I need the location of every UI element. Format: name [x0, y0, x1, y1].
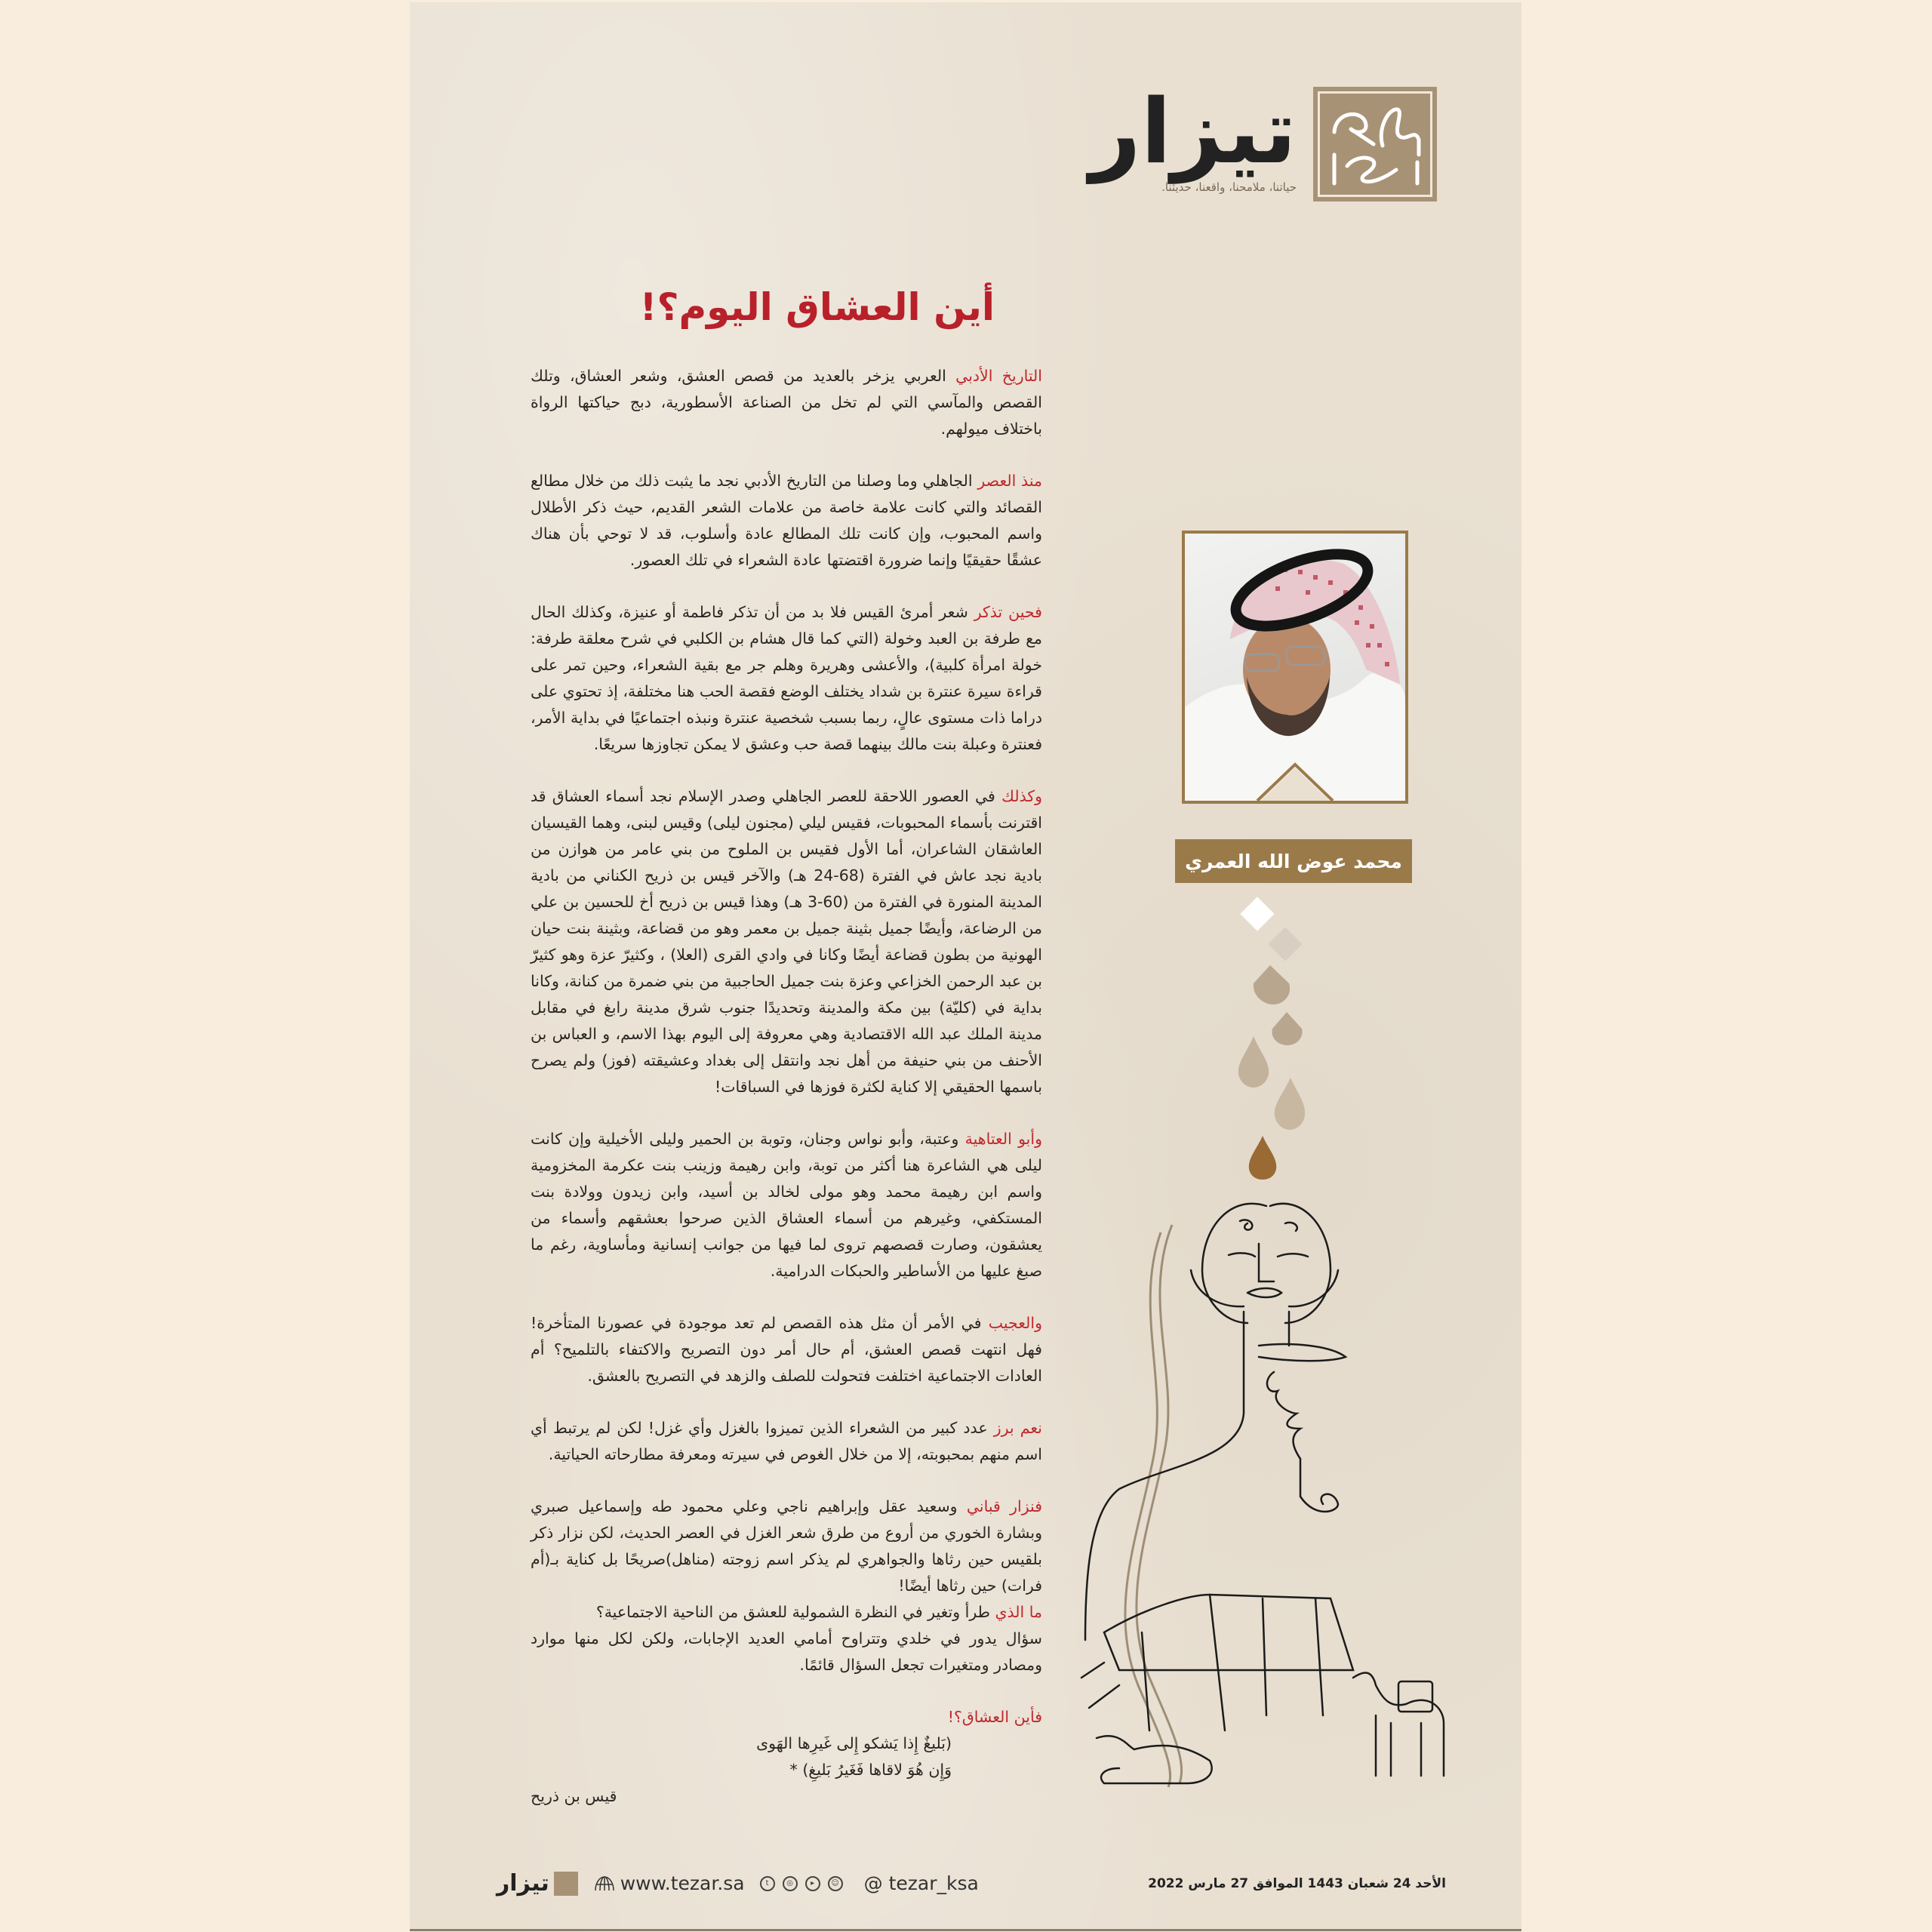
paragraph [531, 783, 1042, 1100]
tezar-calligraphy-logo-icon [1313, 87, 1437, 202]
globe-icon [593, 1875, 616, 1892]
author-name: محمد عوض الله العمري [1175, 839, 1412, 883]
article-body [531, 363, 1042, 1810]
question-text: طرأ وتغير في النظرة الشمولية للعشق من الناحية الاجتماعية؟ [595, 1603, 995, 1621]
footer-contacts [497, 1870, 979, 1897]
drop-icon [1275, 1078, 1305, 1130]
paragraph [531, 468, 1042, 574]
footer-brand [497, 1870, 578, 1897]
woman-lips [1247, 1288, 1281, 1297]
paragraph-lead: وكذلك [1001, 787, 1042, 805]
paragraph-lead: فحين تذكر [974, 603, 1042, 621]
camel-saddle [1398, 1681, 1432, 1712]
man-agal [1259, 1344, 1346, 1361]
drop-icon [1254, 965, 1290, 1004]
social-handle[interactable]: @ tezar_ksa [863, 1872, 979, 1894]
paragraph-lead: فنزار قباني [966, 1497, 1042, 1515]
author-portrait-icon [1182, 531, 1408, 804]
verse-first-hemistich: (بَليغٌ إِذا يَشكو إِلى غَيرِها الهَوى [756, 1734, 952, 1752]
paragraph-lead: وأبو العتاهية [964, 1130, 1042, 1148]
line-art-illustration-icon [1074, 1187, 1451, 1806]
twitter-icon[interactable]: t [760, 1876, 775, 1891]
paragraph-text: شعر أمرئ القيس فلا بد من أن تذكر فاطمة أو عنيزة، وكذلك الحال مع طرفة بن العبد وخولة (التي كما قال هشام بن الكلبي في شرح معلقة طرفة: خولة امرأة كلبية)، والأعشى وهريرة وهلم جر مع بقية الشعراء، وحين تمر على قراءة سيرة عنترة بن شداد يختلف الوضع فقصة الحب هنا مختلفة، إذ تحتوي على دراما ذات مستوى عالٍ، ربما بسبب شخصية عنترة ونبذه اجتماعيًا في بداية الأمر، فعنترة وعبلة بنت مالك بينهما قصة حب وعشق لا يمكن تجاوزها سريعًا. [531, 603, 1042, 753]
youtube-icon[interactable]: ▸ [805, 1876, 820, 1891]
drop-icon [1272, 1012, 1302, 1045]
paragraph-lead: نعم برز [993, 1419, 1043, 1437]
question-paragraph [531, 1599, 1042, 1626]
woman-nose [1259, 1244, 1274, 1281]
closing-question: فأين العشاق؟! [947, 1708, 1042, 1726]
question-lead: ما الذي [995, 1603, 1042, 1621]
masthead [1089, 79, 1437, 202]
poet-name: قيس بن ذريح [531, 1787, 617, 1805]
website-link[interactable] [593, 1872, 745, 1894]
paragraph [531, 1494, 1042, 1599]
paragraph-text: الجاهلي وما وصلنا من التاريخ الأدبي نجد ما يثبت ذلك من خلال مطالع القصائد والتي كانت علامة خاصة من علامات الشعر القديم، حيث ذكر الأطلال واسم المحبوب، وإن كانت تلك المطالع عادة وأسلوب، قد لا توحي بأن هناك عشقًا حقيقيًا وإنما ضرورة اقتضتها عادة الشعراء في تلك العصور. [531, 472, 1042, 569]
tent-ropes [1081, 1663, 1119, 1708]
paragraph-text: عدد كبير من الشعراء الذين تميزوا بالغزل وأي غزل! لكن لم يرتبط أي اسم منهم بمحبوبته، إلا من خلال الغوص في سيرته ومعرفة مطارحاته الحياتية. [531, 1419, 1042, 1463]
diamond-icon [1268, 927, 1302, 961]
paragraph-text: وسعيد عقل وإبراهيم ناجي وعلي محمود طه وإسماعيل صبري وبشارة الخوري من أروع من طرق شعر الغزل في العصر الحديث، لكن نزار ذكر بلقيس حين رثاها والجواهري لم يذكر اسم زوجته (مناهل)صريحًا بل كناية بـ(أم فرات) حين رثاها أيضًا! [531, 1497, 1042, 1595]
paragraph-text: وعتبة، وأبو نواس وجنان، وتوبة بن الحمير وليلى الأخيلية وإن كانت ليلى هي الشاعرة هنا أكثر من توبة، وابن رهيمة وزينب بنت عكرمة المخزومية واسم ابن رهيمة محمد وهو مولى لخالد بن أسيد، وابن زيدون وولادة بنت المستكفي، وغيرهم من أسماء العشاق الذين صرحوا بعشقهم وأسماء من يعشقون، وصارت قصصهم تروى لما فيها من جوانب إنسانية ومأساوية، رغم ما صبغ عليها من الأساطير والحبكات الدرامية. [531, 1130, 1042, 1280]
paragraph-lead: منذ العصر [977, 472, 1042, 490]
snapchat-icon[interactable]: ☺ [828, 1876, 843, 1891]
newspaper-page [410, 2, 1521, 1931]
man-face [1267, 1372, 1338, 1512]
paragraph [531, 1126, 1042, 1284]
woman-face-line [1202, 1204, 1331, 1323]
brand-block [1089, 79, 1297, 194]
issue-date: الأحد 24 شعبان 1443 الموافق 27 مارس 2022 [1148, 1876, 1446, 1891]
verse-second-hemistich: وَإِن هُوَ لاقاها فَغَيرُ بَليغِ) * [789, 1761, 952, 1779]
paragraph-lead: والعجيب [988, 1314, 1042, 1332]
brand-tagline: حياتنا، ملامحنا، واقعنا، حديثنا. [1161, 180, 1297, 194]
paragraph-text: في العصور اللاحقة للعصر الجاهلي وصدر الإسلام نجد أسماء العشاق قد اقترنت بأسماء المحبوبات، فقيس ليلي (مجنون ليلى) وقيس لبنى، وهما القيسيان العاشقان الشاعران، أما الأول فقيس بن الملوح من بني عامر من هوازن من بادية نجد عاش في الفترة (68-24 هـ) والآخر قيس بن ذريح الكناني من بادية المدينة المنورة في الفترة من (60-3 هـ) وهذا قيس بن ذريح أخ للحسين بن علي من الرضاعة، وأيضًا جميل بثينة جميل بن معمر وهو من قضاعة، وبثينة بنت حيان الهونية من بطون قضاعة أيضًا وكانا في وادي القرى (العلا) ، وكثيرّ عزة وهو كثيرّ بن عبد الرحمن الخزاعي وعزة بنت جميل الحاجبية من بني ضمرة من كنانة، وكانا بداية في (كليّة) بين مكة والمدينة وتحديدًا جنوب شرق مدينة رابغ في مقابل مدينة الملك عبد الله الاقتصادية وهي معروفة إلى اليوم بهذا الاسم، و العباس بن الأحنف من بني حنيفة من أهل نجد وانتقل إلى بغداد وعشيقته (فوز) ولم يصرح باسمها الحقيقي إلا كناية لكثرة فوزها في السباقات! [531, 787, 1043, 1096]
paragraph-text: العربي يزخر بالعديد من قصص العشق، وشعر العشاق، وتلك القصص والمآسي التي لم تخل من الصناعة الأسطورية، دبج حياكتها الرواة باختلاف ميولهم. [531, 367, 1042, 438]
paragraph-text: في الأمر أن مثل هذه القصص لم تعد موجودة في عصورنا المتأخرة! فهل انتهت قصص العشق، أم حال أمر دون التصريح والاكتفاء بالتلميح؟ أم العادات الاجتماعية اختلفت فتحولت للصلف والزهد في التصريح بالعشق. [531, 1314, 1042, 1385]
footer-logo-icon [554, 1872, 578, 1896]
footer-brand-name: تيزار [497, 1870, 549, 1897]
woman-hair-curls [1240, 1220, 1297, 1231]
diamond-icon [1240, 897, 1274, 931]
paragraph [531, 363, 1042, 442]
paragraph [531, 1310, 1042, 1389]
brand-name: تيزار [1089, 79, 1297, 183]
decorative-drops-icon [1187, 893, 1398, 1180]
woman-eyes [1229, 1253, 1308, 1257]
tent-poles [1142, 1595, 1323, 1730]
drop-icon [1249, 1136, 1276, 1180]
paragraph [531, 599, 1042, 758]
instagram-icon[interactable]: ◎ [783, 1876, 798, 1891]
article-title: أين العشاق اليوم؟! [639, 285, 995, 329]
drop-icon [1238, 1036, 1269, 1088]
paragraph [531, 1415, 1042, 1468]
lying-camel [1097, 1736, 1212, 1783]
paragraph-lead: التاريخ الأدبي [955, 367, 1042, 385]
website-url[interactable]: www.tezar.sa [620, 1872, 745, 1894]
question-followup: سؤال يدور في خلدي وتتراوح أمامي العديد الإجابات، ولكن لكل منها موارد ومصادر ومتغيرات تجعل السؤال قائمًا. [531, 1629, 1042, 1674]
page-footer [410, 1870, 1521, 1908]
social-icons [760, 1876, 843, 1891]
poem-verse [531, 1730, 1042, 1783]
